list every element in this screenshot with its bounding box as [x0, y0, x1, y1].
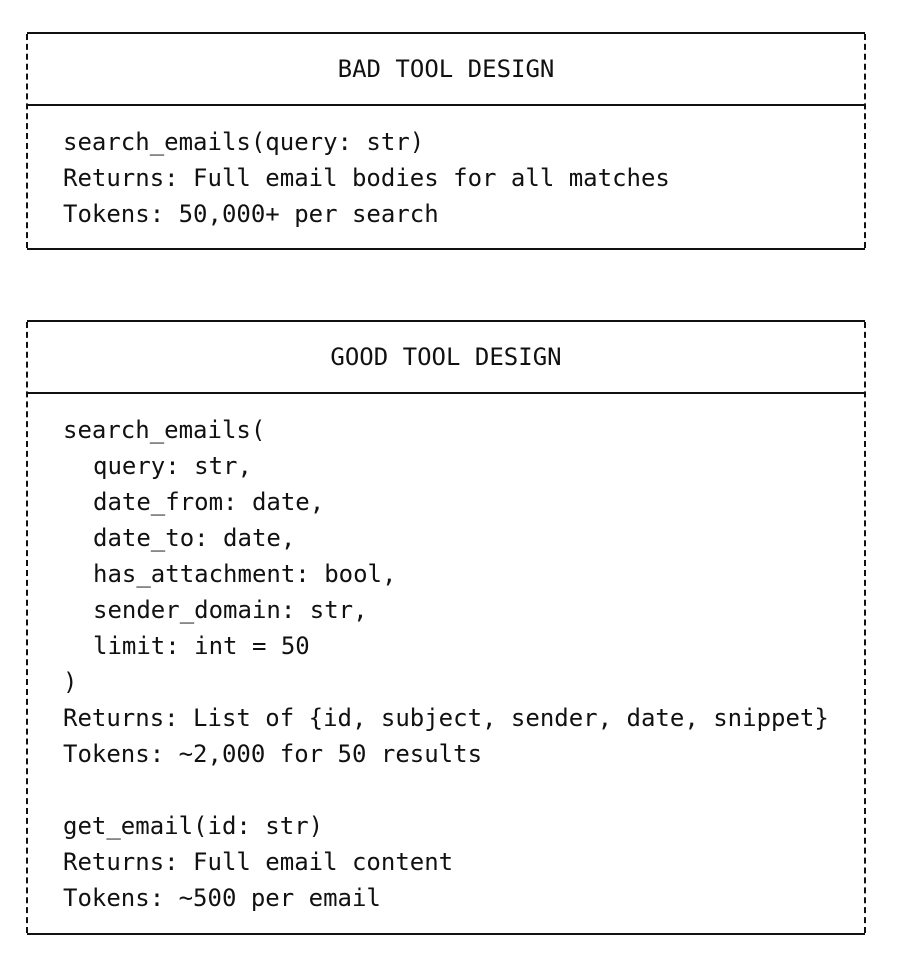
get-email-signature-line: get_email(id: str): [63, 812, 324, 840]
param-limit-line: limit: int = 50: [93, 632, 310, 660]
param-sender-domain-line: sender_domain: str,: [93, 596, 368, 624]
good-search-tokens-line: Tokens: ~2,000 for 50 results: [63, 740, 483, 768]
blank-spacer-line: [63, 772, 865, 808]
param-date-to-line: date_to: date,: [93, 524, 296, 552]
param-query-line: query: str,: [93, 452, 252, 480]
param-date-from-line: date_from: date,: [93, 488, 325, 516]
good-search-returns-line: Returns: List of {id, subject, sender, date, snippet}: [63, 704, 829, 732]
bad-signature-line: search_emails(query: str): [63, 128, 425, 156]
get-email-returns-line: Returns: Full email content: [63, 848, 454, 876]
bad-tool-design-box: [27, 32, 865, 250]
bad-returns-line: Returns: Full email bodies for all matches: [63, 164, 670, 192]
bad-tool-design-body: [27, 106, 865, 232]
get-email-tokens-line: Tokens: ~500 per email: [63, 884, 381, 912]
good-tool-design-title: GOOD TOOL DESIGN: [27, 322, 865, 394]
good-tool-design-box: [27, 320, 865, 935]
good-tool-design-body: [27, 394, 865, 916]
good-signature-open-line: search_emails(: [63, 416, 266, 444]
bad-tokens-line: Tokens: 50,000+ per search: [63, 200, 439, 228]
good-signature-close-line: ): [63, 668, 78, 696]
param-has-attachment-line: has_attachment: bool,: [93, 560, 397, 588]
bad-tool-design-title: BAD TOOL DESIGN: [27, 34, 865, 106]
